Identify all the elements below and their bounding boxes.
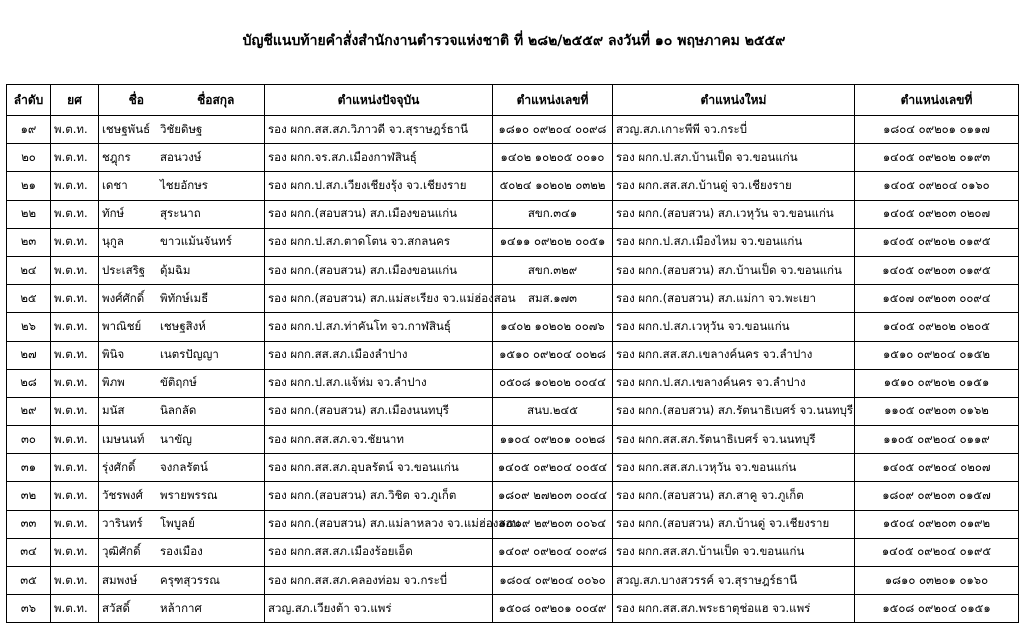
cell-current-number: ๑๔๐๕ ๐๙๒๐๔ ๐๐๕๔ <box>493 454 613 482</box>
cell-new-position: รอง ผกก.ป.สภ.เมืองไหม จว.ขอนแก่น <box>613 228 855 256</box>
cell-rank: พ.ต.ท. <box>51 256 99 284</box>
cell-order: ๓๔ <box>7 538 51 566</box>
table-row <box>7 595 1019 623</box>
cell-rank: พ.ต.ท. <box>51 567 99 595</box>
cell-rank: พ.ต.ท. <box>51 228 99 256</box>
cell-new-position: รอง ผกก.(สอบสวน) สภ.เวหุวัน จว.ขอนแก่น <box>613 200 855 228</box>
table-row <box>7 538 1019 566</box>
cell-current-number: ๐๕๐๘ ๑๐๒๐๒ ๐๐๔๔ <box>493 369 613 397</box>
table-row <box>7 454 1019 482</box>
cell-rank: พ.ต.ท. <box>51 510 99 538</box>
cell-order: ๒๒ <box>7 200 51 228</box>
surname: สุระนาถ <box>160 206 201 221</box>
cell-name <box>99 397 265 425</box>
cell-new-number: ๑๘๐๙ ๐๙๒๐๓ ๐๑๕๗ <box>855 482 1019 510</box>
cell-new-position: รอง ผกก.ป.สภ.เขลางค์นคร จว.ลำปาง <box>613 369 855 397</box>
cell-order: ๓๒ <box>7 482 51 510</box>
cell-current-number: สนบ.๒๔๕ <box>493 397 613 425</box>
cell-new-number: ๑๑๐๕ ๐๙๒๐๔ ๐๑๑๙ <box>855 426 1019 454</box>
cell-order: ๒๖ <box>7 313 51 341</box>
cell-new-number: ๑๘๐๔ ๐๙๒๐๑ ๐๑๑๗ <box>855 116 1019 144</box>
surname: เชษฐสิงห์ <box>160 318 206 333</box>
cell-new-number: ๑๔๐๕ ๐๙๒๐๔ ๐๒๐๗ <box>855 454 1019 482</box>
given-name: สมพงษ์ <box>102 572 138 587</box>
surname: หล้ากาศ <box>160 600 202 615</box>
cell-order: ๓๖ <box>7 595 51 623</box>
cell-rank: พ.ต.ท. <box>51 313 99 341</box>
cell-rank: พ.ต.ท. <box>51 341 99 369</box>
cell-current-position: รอง ผกก.(สอบสวน) สภ.แม่สะเรียง จว.แม่ฮ่องสอน <box>265 285 493 313</box>
cell-new-number: ๑๕๑๐ ๐๙๒๐๒ ๐๑๕๑ <box>855 369 1019 397</box>
cell-new-position: รอง ผกก.สส.สภ.รัตนาธิเบศร์ จว.นนทบุรี <box>613 426 855 454</box>
cell-current-position: รอง ผกก.สส.สภ.อุบลรัตน์ จว.ขอนแก่น <box>265 454 493 482</box>
surname: ขาวแม้นจันทร์ <box>160 234 232 249</box>
surname: รองเมือง <box>160 544 203 559</box>
cell-name <box>99 454 265 482</box>
cell-rank: พ.ต.ท. <box>51 482 99 510</box>
cell-name <box>99 144 265 172</box>
table-row <box>7 172 1019 200</box>
header-surname: ชื่อสกุล <box>197 92 235 107</box>
given-name: นุกูล <box>102 234 124 249</box>
surname: สอนวงษ์ <box>160 149 202 164</box>
given-name: วารินทร์ <box>102 516 143 531</box>
given-name: มนัส <box>102 403 125 418</box>
surname: ไชยอักษร <box>160 177 208 192</box>
cell-rank: พ.ต.ท. <box>51 595 99 623</box>
header-name <box>99 85 265 116</box>
given-name: เชษฐพันธ์ <box>102 121 151 136</box>
cell-name <box>99 426 265 454</box>
cell-new-number: ๑๔๐๕ ๐๙๒๐๔ ๐๑๙๕ <box>855 538 1019 566</box>
given-name: เดชา <box>102 177 128 192</box>
cell-current-number: ๑๔๑๑ ๐๙๒๐๒ ๐๐๕๑ <box>493 228 613 256</box>
cell-order: ๒๗ <box>7 341 51 369</box>
cell-new-number: ๑๑๐๕ ๐๙๒๐๓ ๐๑๖๒ <box>855 397 1019 425</box>
cell-new-number: ๑๔๐๕ ๐๙๒๐๓ ๐๑๙๕ <box>855 256 1019 284</box>
cell-order: ๒๕ <box>7 285 51 313</box>
table-row <box>7 144 1019 172</box>
cell-current-number: ๑๕๐๘ ๐๙๒๐๑ ๐๐๔๙ <box>493 595 613 623</box>
cell-new-number: ๑๔๐๕ ๐๙๒๐๒ ๐๒๐๕ <box>855 313 1019 341</box>
given-name: เมษนนท์ <box>102 431 145 446</box>
given-name: ประเสริฐ <box>102 262 146 277</box>
cell-new-position: รอง ผกก.(สอบสวน) สภ.สาคู จว.ภูเก็ต <box>613 482 855 510</box>
cell-current-position: รอง ผกก.(สอบสวน) สภ.เมืองขอนแก่น <box>265 256 493 284</box>
cell-current-position: รอง ผกก.สส.สภ.คลองท่อม จว.กระบี่ <box>265 567 493 595</box>
surname: พิทักษ์เมธี <box>160 290 209 305</box>
cell-new-number: ๑๕๐๔ ๐๙๒๐๓ ๐๑๙๒ <box>855 510 1019 538</box>
cell-current-number: ๑๔๐๙ ๐๙๒๐๔ ๐๐๙๘ <box>493 538 613 566</box>
header-rank: ยศ <box>51 85 99 116</box>
cell-current-number: ๑๘๑๐ ๐๙๒๐๔ ๐๐๙๘ <box>493 116 613 144</box>
cell-name <box>99 200 265 228</box>
table-row <box>7 256 1019 284</box>
cell-new-position: รอง ผกก.สส.สภ.พระธาตุช่อแฮ จว.แพร่ <box>613 595 855 623</box>
cell-current-number: สมส.๑๗๓ <box>493 285 613 313</box>
cell-new-position: รอง ผกก.(สอบสวน) สภ.แม่กา จว.พะเยา <box>613 285 855 313</box>
personnel-table <box>6 84 1019 623</box>
cell-current-position: รอง ผกก.ป.สภ.ท่าคันโท จว.กาฬสินธุ์ <box>265 313 493 341</box>
cell-name <box>99 256 265 284</box>
header-new-number: ตำแหน่งเลขที่ <box>855 85 1019 116</box>
cell-current-number: ๕๐๒๔ ๑๐๒๐๒ ๐๓๒๒ <box>493 172 613 200</box>
cell-new-number: ๑๔๐๕ ๐๙๒๐๓ ๐๒๐๗ <box>855 200 1019 228</box>
surname: นิลกลัด <box>160 403 197 418</box>
cell-rank: พ.ต.ท. <box>51 285 99 313</box>
cell-current-number: ๑๕๑๐ ๐๙๒๐๔ ๐๐๒๘ <box>493 341 613 369</box>
table-row <box>7 426 1019 454</box>
cell-current-position: รอง ผกก.ป.สภ.แจ้ห่ม จว.ลำปาง <box>265 369 493 397</box>
cell-current-position: รอง ผกก.(สอบสวน) สภ.เมืองขอนแก่น <box>265 200 493 228</box>
cell-order: ๓๕ <box>7 567 51 595</box>
cell-current-number: สขก.๓๒๙ <box>493 256 613 284</box>
table-row <box>7 341 1019 369</box>
cell-current-position: รอง ผกก.สส.สภ.จว.ชัยนาท <box>265 426 493 454</box>
cell-new-number: ๑๔๐๕ ๐๙๒๐๒ ๐๑๙๓ <box>855 144 1019 172</box>
cell-name <box>99 595 265 623</box>
header-order: ลำดับ <box>7 85 51 116</box>
cell-new-number: ๑๕๑๐ ๐๙๒๐๔ ๐๑๕๒ <box>855 341 1019 369</box>
table-row <box>7 567 1019 595</box>
table-row <box>7 510 1019 538</box>
cell-name <box>99 172 265 200</box>
cell-rank: พ.ต.ท. <box>51 369 99 397</box>
cell-new-number: ๑๕๐๘ ๐๙๒๐๔ ๐๑๕๑ <box>855 595 1019 623</box>
cell-name <box>99 228 265 256</box>
cell-current-position: รอง ผกก.(สอบสวน) สภ.แม่ลาหลวง จว.แม่ฮ่องสอน <box>265 510 493 538</box>
cell-rank: พ.ต.ท. <box>51 116 99 144</box>
cell-rank: พ.ต.ท. <box>51 454 99 482</box>
cell-current-number: สขก.๓๔๑ <box>493 200 613 228</box>
cell-current-number: ๑๕๐๙ ๒๙๒๐๓ ๐๐๖๔ <box>493 510 613 538</box>
cell-new-position: รอง ผกก.สส.สภ.บ้านดู่ จว.เชียงราย <box>613 172 855 200</box>
cell-current-position: รอง ผกก.สส.สภ.วิภาวดี จว.สุราษฎร์ธานี <box>265 116 493 144</box>
given-name: พงศ์ศักดิ์ <box>102 290 145 305</box>
cell-rank: พ.ต.ท. <box>51 200 99 228</box>
surname: เนตรปัญญา <box>160 347 219 362</box>
surname: โพบูลย์ <box>160 516 195 531</box>
cell-name <box>99 285 265 313</box>
table-row <box>7 369 1019 397</box>
cell-name <box>99 313 265 341</box>
surname: จงกลรัตน์ <box>160 459 208 474</box>
cell-order: ๓๓ <box>7 510 51 538</box>
cell-order: ๒๑ <box>7 172 51 200</box>
cell-current-position: รอง ผกก.จร.สภ.เมืองกาฬสินธุ์ <box>265 144 493 172</box>
cell-new-number: ๑๔๐๕ ๐๙๒๐๒ ๐๑๙๕ <box>855 228 1019 256</box>
cell-new-position: รอง ผกก.สส.สภ.บ้านเป็ด จว.ขอนแก่น <box>613 538 855 566</box>
cell-rank: พ.ต.ท. <box>51 172 99 200</box>
header-current-number: ตำแหน่งเลขที่ <box>493 85 613 116</box>
cell-current-number: ๑๔๐๒ ๑๐๒๐๒ ๐๐๗๖ <box>493 313 613 341</box>
surname: ขัติฤกษ์ <box>160 375 197 390</box>
cell-order: ๒๓ <box>7 228 51 256</box>
cell-name <box>99 482 265 510</box>
cell-current-position: รอง ผกก.ป.สภ.ตาดโตน จว.สกลนคร <box>265 228 493 256</box>
cell-new-position: รอง ผกก.(สอบสวน) สภ.บ้านเป็ด จว.ขอนแก่น <box>613 256 855 284</box>
cell-current-number: ๑๘๐๔ ๐๙๒๐๔ ๐๐๖๐ <box>493 567 613 595</box>
table-header-row <box>7 85 1019 116</box>
cell-rank: พ.ต.ท. <box>51 538 99 566</box>
cell-current-number: ๑๑๐๔ ๐๙๒๐๑ ๐๐๒๘ <box>493 426 613 454</box>
cell-new-position: รอง ผกก.ป.สภ.บ้านเป็ด จว.ขอนแก่น <box>613 144 855 172</box>
cell-rank: พ.ต.ท. <box>51 144 99 172</box>
cell-new-position: รอง ผกก.(สอบสวน) สภ.บ้านดู่ จว.เชียงราย <box>613 510 855 538</box>
header-given-name: ชื่อ <box>128 92 144 107</box>
cell-new-number: ๑๔๐๕ ๐๙๒๐๔ ๐๑๖๐ <box>855 172 1019 200</box>
table-row <box>7 397 1019 425</box>
document-title: บัญชีแนบท้ายคำสั่งสำนักงานตำรวจแห่งชาติ ที่ ๒๘๒/๒๕๕๙ ลงวันที่ ๑๐ พฤษภาคม ๒๕๕๙ <box>242 33 786 49</box>
cell-name <box>99 510 265 538</box>
given-name: ทักษ์ <box>102 206 125 221</box>
cell-new-number: ๑๕๐๗ ๐๙๒๐๓ ๐๐๙๔ <box>855 285 1019 313</box>
cell-name <box>99 116 265 144</box>
cell-current-position: สวญ.สภ.เวียงต้า จว.แพร่ <box>265 595 493 623</box>
cell-rank: พ.ต.ท. <box>51 426 99 454</box>
surname: ดุ้มฉิม <box>160 262 191 277</box>
given-name: พาณิชย์ <box>102 318 142 333</box>
cell-new-position: รอง ผกก.สส.สภ.เขลางค์นคร จว.ลำปาง <box>613 341 855 369</box>
cell-rank: พ.ต.ท. <box>51 397 99 425</box>
given-name: ชฎุกร <box>102 149 131 164</box>
cell-order: ๒๐ <box>7 144 51 172</box>
surname: ครุฑสุวรรณ <box>160 572 220 587</box>
surname: พรายพรรณ <box>160 488 218 503</box>
cell-current-position: รอง ผกก.สส.สภ.เมืองลำปาง <box>265 341 493 369</box>
table-row <box>7 482 1019 510</box>
cell-new-number: ๑๘๑๐ ๐๓๒๐๑ ๐๑๖๐ <box>855 567 1019 595</box>
cell-new-position: รอง ผกก.ป.สภ.เวหุวัน จว.ขอนแก่น <box>613 313 855 341</box>
cell-current-position: รอง ผกก.(สอบสวน) สภ.เมืองนนทบุรี <box>265 397 493 425</box>
surname: นาขัญ <box>160 431 192 446</box>
cell-order: ๑๙ <box>7 116 51 144</box>
table-row <box>7 116 1019 144</box>
table-row <box>7 285 1019 313</box>
cell-new-position: สวญ.สภ.บางสวรรค์ จว.สุราษฎร์ธานี <box>613 567 855 595</box>
cell-current-position: รอง ผกก.ป.สภ.เวียงเชียงรุ้ง จว.เชียงราย <box>265 172 493 200</box>
given-name: วัชรพงศ์ <box>102 488 143 503</box>
header-new-position: ตำแหน่งใหม่ <box>613 85 855 116</box>
cell-order: ๓๑ <box>7 454 51 482</box>
table-row <box>7 313 1019 341</box>
cell-name <box>99 567 265 595</box>
surname: วิชัยดิษฐ <box>160 121 203 136</box>
given-name: สวัสดิ์ <box>102 600 130 615</box>
cell-current-number: ๑๔๐๒ ๑๐๒๐๕ ๐๐๑๐ <box>493 144 613 172</box>
cell-current-position: รอง ผกก.(สอบสวน) สภ.วิชิต จว.ภูเก็ต <box>265 482 493 510</box>
cell-order: ๓๐ <box>7 426 51 454</box>
cell-order: ๒๙ <box>7 397 51 425</box>
given-name: พินิจ <box>102 347 125 362</box>
cell-new-position: สวญ.สภ.เกาะพีพี จว.กระบี่ <box>613 116 855 144</box>
cell-current-number: ๑๘๐๙ ๒๗๒๐๓ ๐๐๔๔ <box>493 482 613 510</box>
cell-name <box>99 369 265 397</box>
table-row <box>7 228 1019 256</box>
cell-name <box>99 538 265 566</box>
cell-name <box>99 341 265 369</box>
table-row <box>7 200 1019 228</box>
cell-current-position: รอง ผกก.สส.สภ.เมืองร้อยเอ็ด <box>265 538 493 566</box>
header-current-position: ตำแหน่งปัจจุบัน <box>265 85 493 116</box>
given-name: วุฒิศักดิ์ <box>102 544 141 559</box>
cell-new-position: รอง ผกก.สส.สภ.เวหุวัน จว.ขอนแก่น <box>613 454 855 482</box>
given-name: พิภพ <box>102 375 125 390</box>
cell-order: ๒๘ <box>7 369 51 397</box>
cell-new-position: รอง ผกก.(สอบสวน) สภ.รัตนาธิเบศร์ จว.นนทบุรี <box>613 397 855 425</box>
given-name: รุ่งศักดิ์ <box>102 459 136 474</box>
cell-order: ๒๔ <box>7 256 51 284</box>
